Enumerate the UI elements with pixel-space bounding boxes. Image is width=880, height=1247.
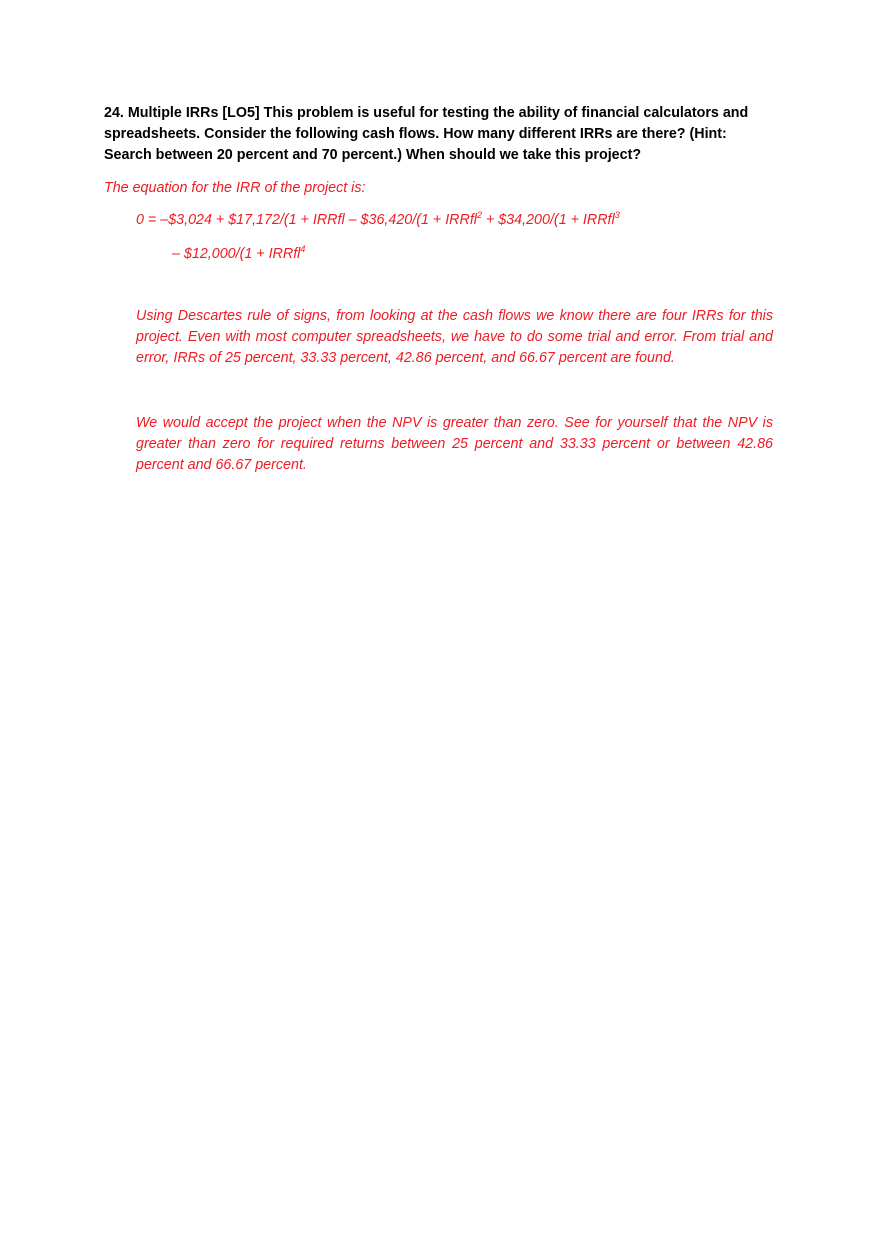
irr-equation-line-2 (172, 244, 305, 264)
question-text: 24. Multiple IRRs [LO5] This problem is useful for testing the ability of financial calculators and spreadsheets. Consider the following cash flows. How many different IRRs are there? (Hint: Search between 20 percent and 70 percent.) When should we take this project? (104, 105, 749, 163)
exponent-2: 2 (476, 210, 482, 220)
answer-paragraph-npv: We would accept the project when the NPV is greater than zero. See for yourself that the NPV is greater than zero for required returns between 25 percent and 33.33 percent or between 42.86 percent and 66.67 percent. (136, 415, 773, 473)
equation-line-1-part-2: + $34,200/(1 + IRRfl (481, 212, 615, 228)
exponent-4: 4 (300, 244, 306, 254)
equation-line-1-part-1: 0 = –$3,024 + $17,172/(1 + IRRfl – $36,420/(1 + IRRfl (136, 212, 477, 228)
equation-line-2-part-1: – $12,000/(1 + IRRfl (172, 246, 301, 262)
irr-equation-line-1 (136, 210, 620, 230)
exponent-3: 3 (614, 210, 620, 220)
answer-intro: The equation for the IRR of the project is: (104, 180, 366, 196)
answer-paragraph-descartes: Using Descartes rule of signs, from looking at the cash flows we know there are four IRRs for this project. Even with most computer spreadsheets, we have to do some trial and error. From trial and error, IRRs of 25 percent, 33.33 percent, 42.86 percent, and 66.67 percent are found. (136, 308, 773, 366)
